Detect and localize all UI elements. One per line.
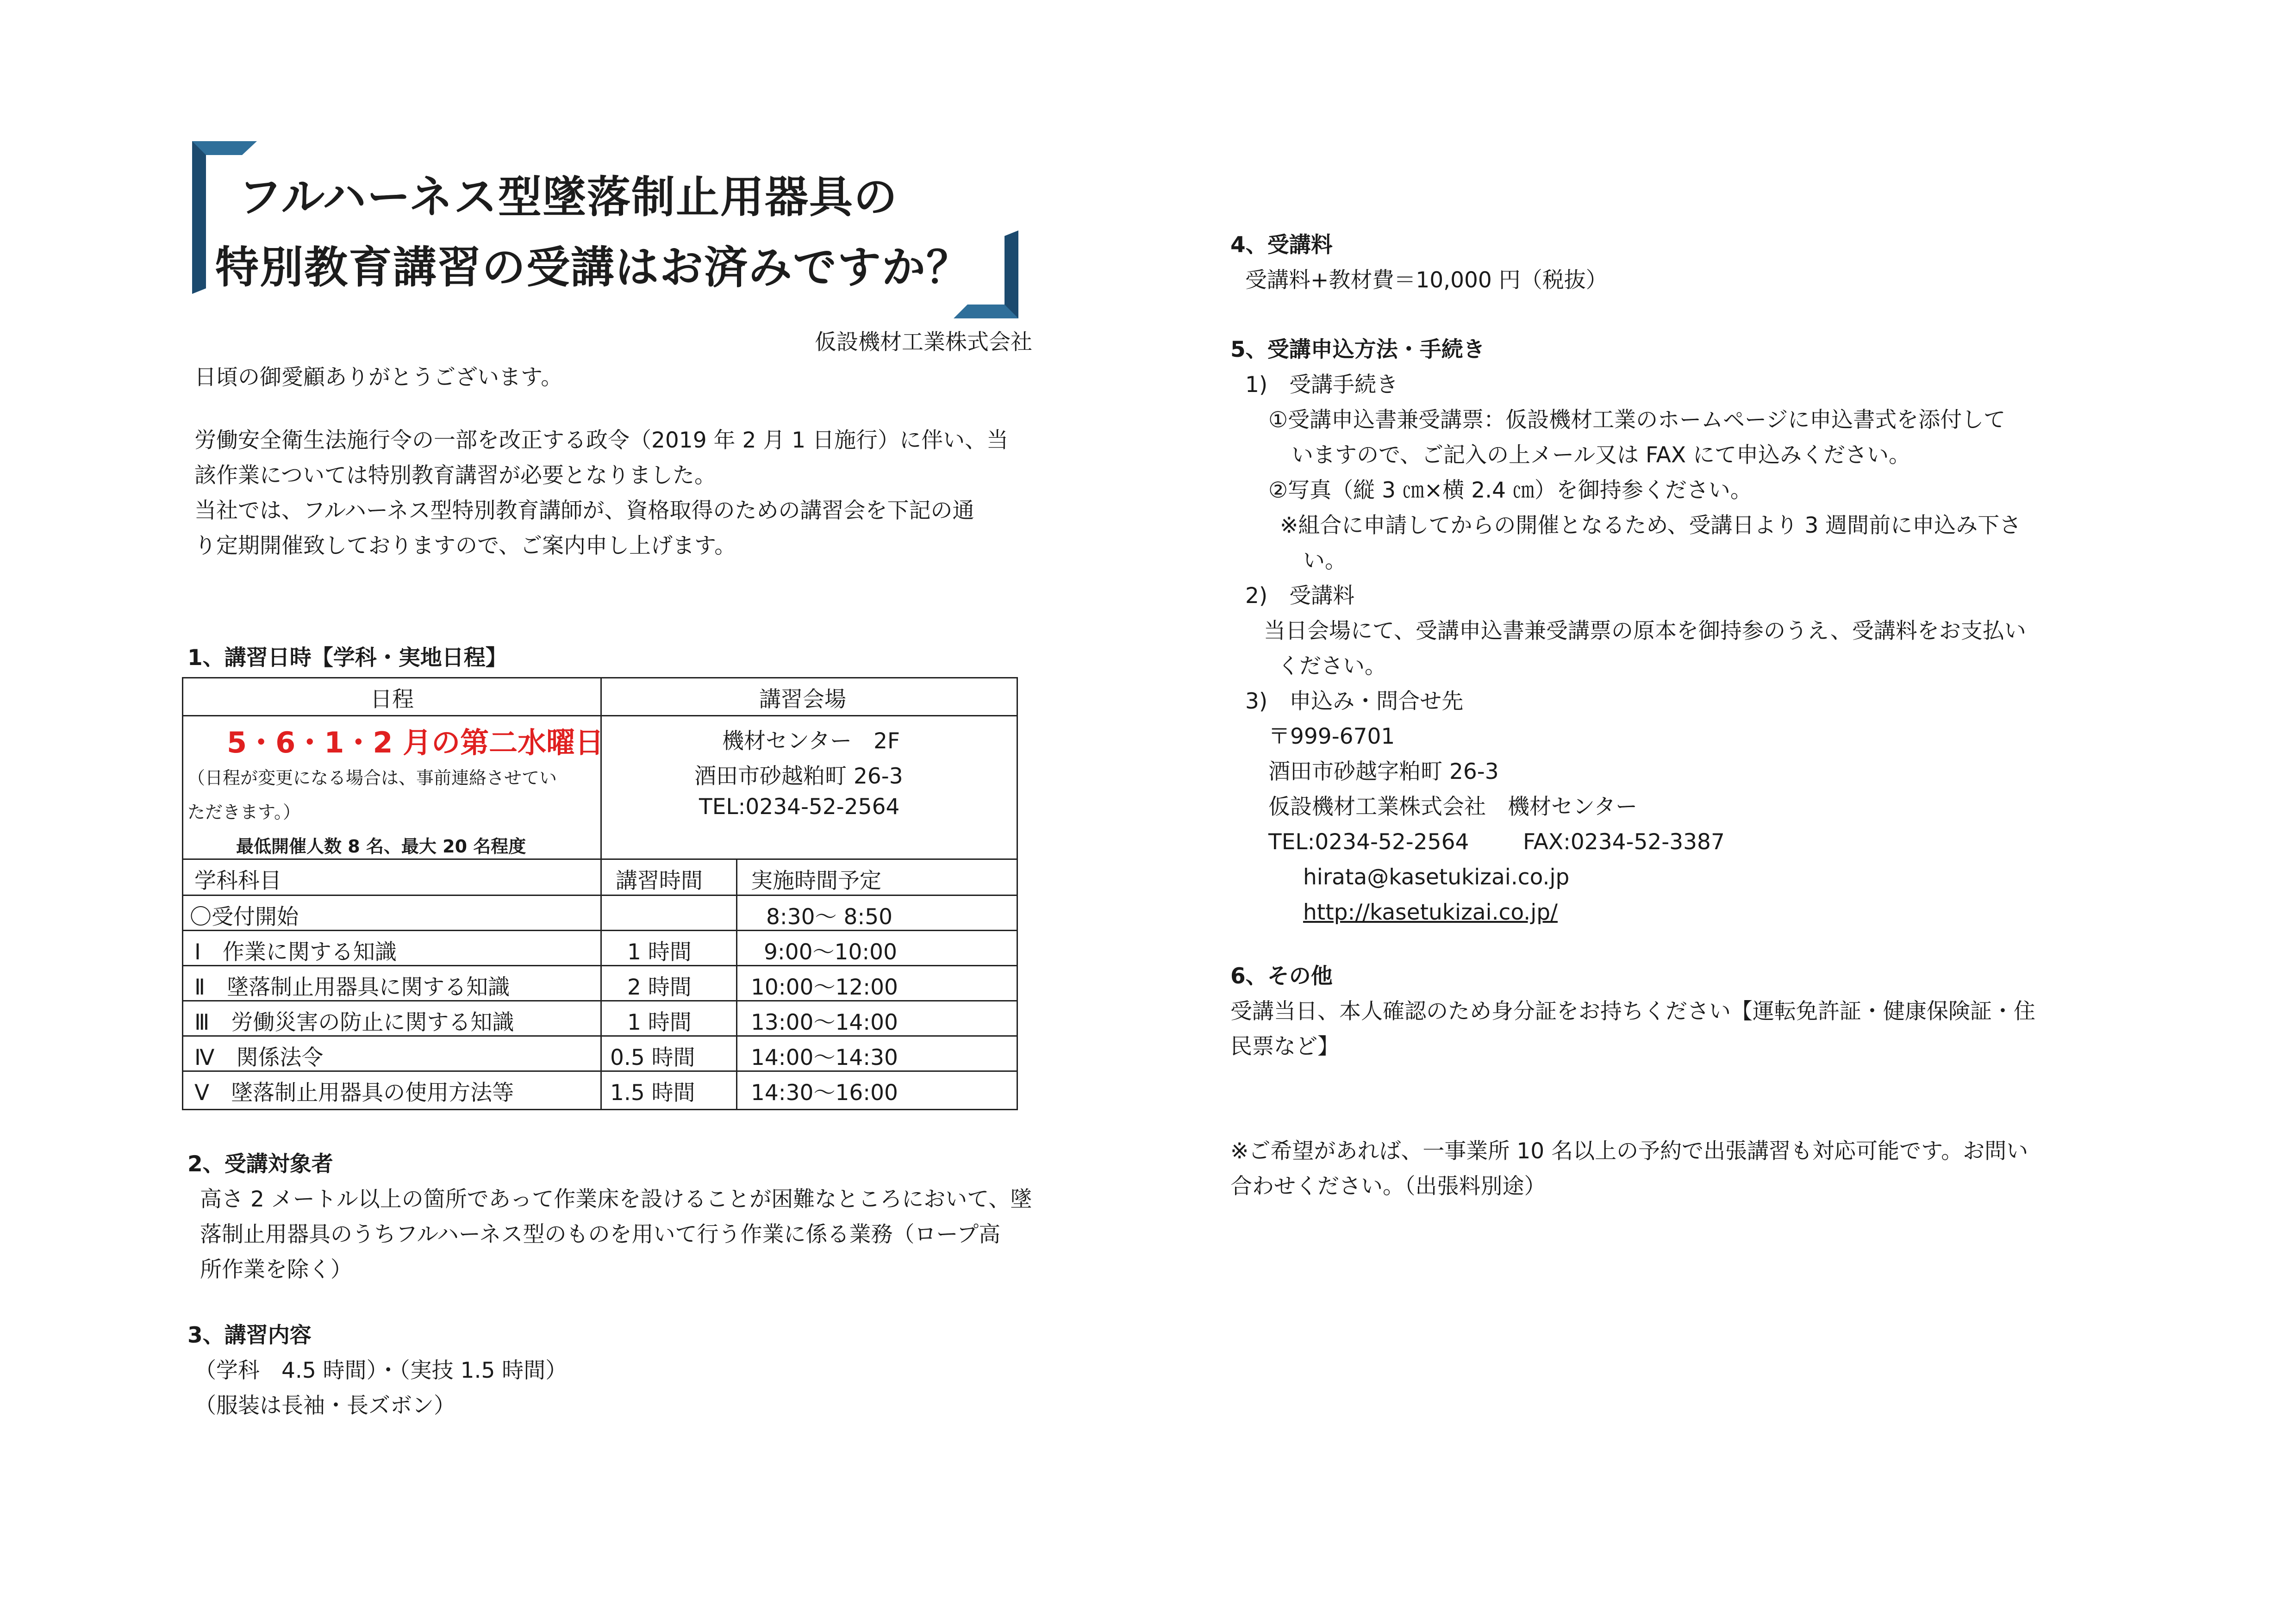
title-line-2: 特別教育講習の受講はお済みですか？: [215, 243, 971, 293]
intro-line-1: 労働安全衛生法施行令の一部を改正する政令（2019 年 2 月 1 日施行）に伴い、当: [194, 428, 1009, 453]
header-time: 実施時間予定: [751, 868, 881, 894]
section5-item1a: ①受講申込書兼受講票：仮設機材工業のホームページに申込書式を添付して: [1268, 407, 2006, 433]
section6-line-1: 受講当日、本人確認のため身分証をお持ちください【運転免許証・健康保険証・住: [1230, 999, 2035, 1024]
schedule-main: 5・6・1・2 月の第二水曜日: [227, 726, 604, 759]
table-row-time: 14:30～16:00: [751, 1080, 898, 1106]
table-row-hours: 1 時間: [627, 939, 692, 965]
section4-heading: 4、受講料: [1230, 232, 1333, 258]
section5-sub2: 2) 受講料: [1245, 583, 1355, 609]
section5-item2: ②写真（縦 3 ㎝×横 2.4 ㎝）を御持参ください。: [1268, 478, 1752, 503]
table-row-hours: 1.5 時間: [610, 1080, 695, 1106]
postal-code: 〒999-6701: [1268, 724, 1395, 749]
section2-line-2: 落制止用器具のうちフルハーネス型のものを用いて行う作業に係る業務（ロープ高: [200, 1222, 1001, 1247]
schedule-note-1: （日程が変更になる場合は、事前連絡させてい: [187, 768, 557, 788]
footer-note-line-2: 合わせください。（出張料別途）: [1230, 1174, 1546, 1199]
section4-fee-line: 受講料+教材費＝10,000 円（税抜）: [1245, 267, 1608, 293]
table-row-hours: 0.5 時間: [610, 1045, 695, 1070]
schedule-note-2: ただきます。）: [187, 802, 300, 822]
table-row-time: 13:00～14:00: [751, 1010, 898, 1035]
section2-line-1: 高さ 2 メートル以上の箇所であって作業床を設けることが困難なところにおいて、墜: [200, 1187, 1032, 1212]
section5-fee2: ください。: [1278, 653, 1386, 679]
footer-note-line-1: ※ご希望があれば、一事業所 10 名以上の予約で出張講習も対応可能です。お問い: [1230, 1138, 2028, 1164]
section2-line-3: 所作業を除く）: [200, 1257, 352, 1282]
table-row-time: 9:00～10:00: [764, 939, 897, 965]
header-subject: 学科科目: [194, 868, 281, 894]
contact-tel: TEL:0234-52-2564: [1268, 829, 1469, 855]
section5-fee1: 当日会場にて、受講申込書兼受講票の原本を御持参のうえ、受講料をお支払い: [1264, 618, 2026, 644]
table-row-subject: Ⅴ 墜落制止用器具の使用方法等: [194, 1080, 514, 1106]
contact-url-link[interactable]: http://kasetukizai.co.jp/: [1303, 900, 1558, 925]
section3-heading: 3、講習内容: [187, 1323, 312, 1348]
section1-heading: 1、講習日時【学科・実地日程】: [187, 645, 507, 671]
section5-item1b: いますので、ご記入の上メール又は FAX にて申込みください。: [1292, 442, 1911, 468]
contact-org: 仮設機材工業株式会社 機材センター: [1268, 794, 1638, 820]
company-name: 仮設機材工業株式会社: [815, 330, 1032, 355]
capacity-note: 最低開催人数 8 名、最大 20 名程度: [236, 836, 526, 857]
header-hours: 講習時間: [616, 868, 703, 894]
table-row-subject: 〇受付開始: [190, 904, 299, 930]
intro-line-2: 該作業については特別教育講習が必要となりました。: [194, 463, 717, 488]
table-row-subject: Ⅱ 墜落制止用器具に関する知識: [194, 975, 510, 1000]
contact-fax: FAX:0234-52-3387: [1523, 829, 1725, 855]
section2-heading: 2、受講対象者: [187, 1151, 333, 1177]
section5-note1: ※組合に申請してからの開催となるため、受講日より 3 週間前に申込み下さ: [1280, 513, 2021, 538]
intro-line-4: り定期開催致しておりますので、ご案内申し上げます。: [194, 533, 736, 559]
table-row-time: 10:00～12:00: [751, 975, 898, 1000]
venue-tel: TEL:0234-52-2564: [699, 794, 900, 820]
table-header-schedule: 日程: [370, 687, 414, 712]
section5-sub1: 1) 受講手続き: [1245, 372, 1398, 398]
table-row-time: 14:00～14:30: [751, 1045, 898, 1070]
table-row-time: 8:30～ 8:50: [766, 904, 893, 930]
section6-line-2: 民票など】: [1230, 1034, 1339, 1059]
intro-line-3: 当社では、フルハーネス型特別教育講師が、資格取得のための講習会を下記の通: [194, 498, 974, 523]
contact-email: hirata@kasetukizai.co.jp: [1303, 864, 1570, 890]
section3-line-1: （学科 4.5 時間）・（実技 1.5 時間）: [194, 1358, 568, 1383]
table-row-hours: 2 時間: [627, 975, 692, 1000]
venue-address: 酒田市砂越粕町 26-3: [694, 764, 903, 789]
greeting: 日頃の御愛顧ありがとうございます。: [194, 365, 563, 390]
section5-sub3: 3) 申込み・問合せ先: [1245, 689, 1464, 714]
table-row-subject: Ⅳ 関係法令: [194, 1045, 324, 1070]
title-line-1: フルハーネス型墜落制止用器具の: [238, 172, 898, 223]
table-header-venue: 講習会場: [759, 687, 846, 712]
venue-name: 機材センター 2F: [722, 728, 900, 754]
section5-heading: 5、受講申込方法・手続き: [1230, 337, 1485, 362]
section5-note2: い。: [1303, 548, 1347, 573]
section6-heading: 6、その他: [1230, 964, 1333, 989]
contact-address: 酒田市砂越字粕町 26-3: [1268, 759, 1499, 784]
table-row-hours: 1 時間: [627, 1010, 692, 1035]
table-row-subject: Ⅲ 労働災害の防止に関する知識: [194, 1010, 514, 1035]
section3-line-2: （服装は長袖・長ズボン）: [194, 1393, 455, 1418]
table-row-subject: Ⅰ 作業に関する知識: [194, 939, 397, 965]
